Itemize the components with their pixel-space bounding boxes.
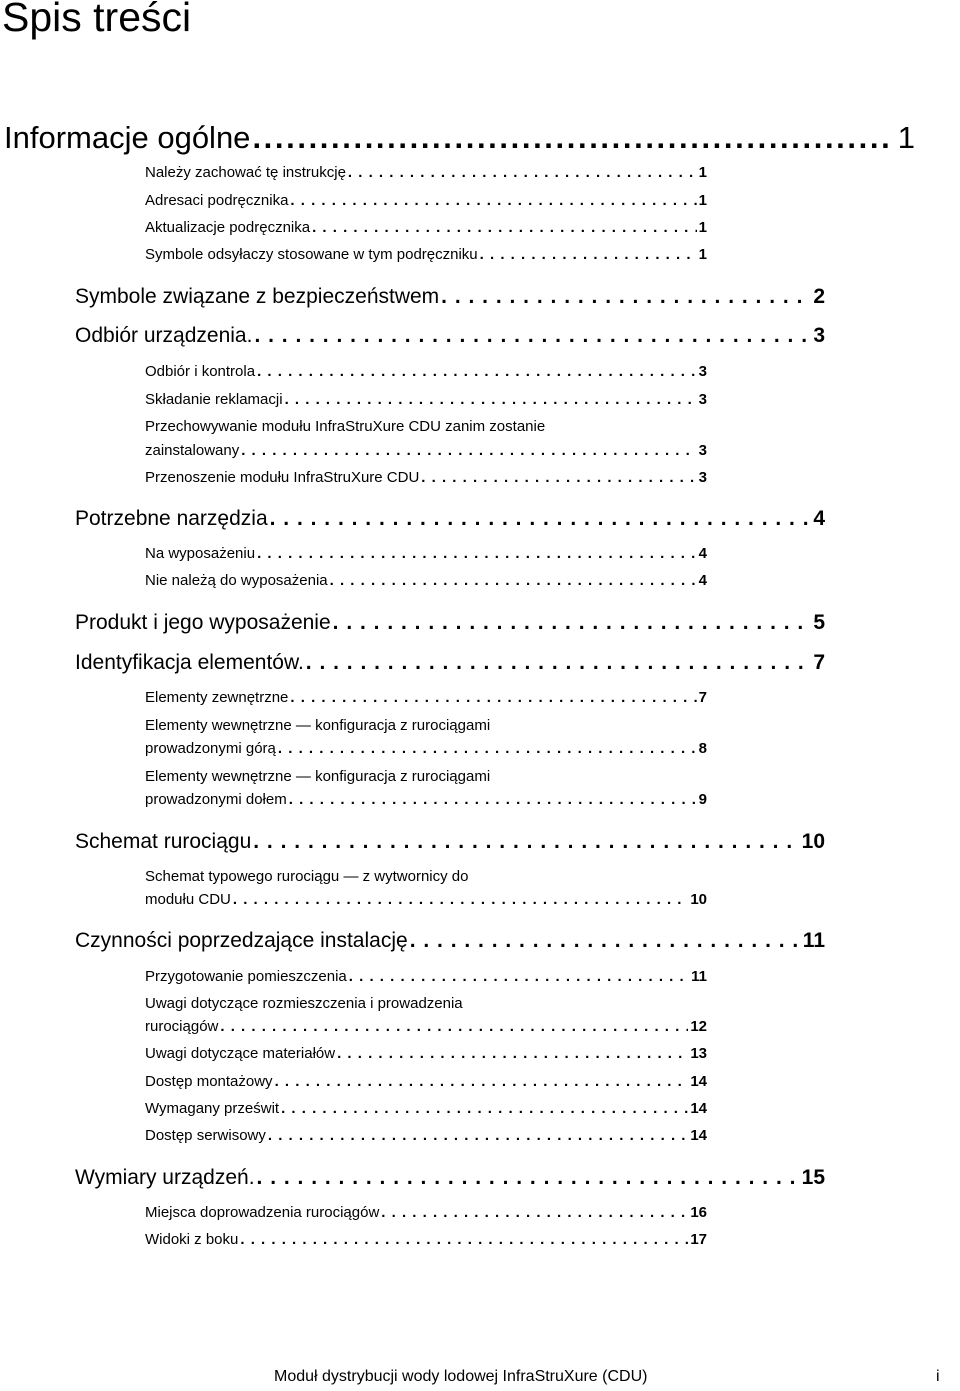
toc-entry-page: 10 <box>801 830 825 853</box>
toc-entry-page: 1 <box>897 120 915 155</box>
toc-entry-elementy-wewnetrzne-dol[interactable] <box>145 791 707 808</box>
toc-entry-symbole-bezpieczenstwo[interactable] <box>75 285 825 309</box>
toc-entry-label: Aktualizacje podręcznika <box>145 219 311 236</box>
toc-entry-label: Identyfikacja elementów. <box>75 651 304 674</box>
toc-entry-odbior-urzadzenia[interactable] <box>75 324 825 348</box>
toc-entry-informacje-ogolne[interactable] <box>4 120 915 156</box>
toc-entry-label: Na wyposażeniu <box>145 545 256 562</box>
dot-leader <box>268 1127 688 1144</box>
toc-entry-label: Widoki z boku <box>145 1231 239 1248</box>
dot-leader <box>275 1073 689 1090</box>
dot-leader <box>281 1100 688 1117</box>
dot-leader <box>289 791 697 808</box>
toc-entry-page: 1 <box>698 192 707 209</box>
dot-leader <box>252 120 887 156</box>
toc-entry-elementy-zewnetrzne[interactable] <box>145 689 707 706</box>
toc-entry-label: Odbiór i kontrola <box>145 363 256 380</box>
toc-entry-label: Wymagany prześwit <box>145 1100 280 1117</box>
toc-entry-page: 10 <box>690 891 707 908</box>
toc-entry-label: Dostęp serwisowy <box>145 1127 266 1144</box>
toc-entry-label: Informacje ogólne <box>4 120 251 155</box>
toc-entry-label: zainstalowany <box>145 442 240 459</box>
footer-page-number: i <box>936 1368 940 1385</box>
toc-entry-label: Nie należą do wyposażenia <box>145 572 328 589</box>
dot-leader <box>257 545 697 562</box>
toc-entry-page: 14 <box>690 1100 707 1117</box>
dot-leader <box>306 651 812 675</box>
toc-entry-page: 3 <box>698 442 707 459</box>
toc-entry-label: Uwagi dotyczące materiałów <box>145 1045 336 1062</box>
toc-entry-przenoszenie[interactable] <box>145 469 707 486</box>
toc-entry-symbole-odsylaczy[interactable] <box>145 246 707 263</box>
toc-entry-label: Symbole odsyłaczy stosowane w tym podręczniku <box>145 246 478 263</box>
toc-entry-label: prowadzonymi górą <box>145 740 276 757</box>
toc-entry-page: 8 <box>698 740 707 757</box>
toc-entry-label: Odbiór urządzenia. <box>75 324 253 347</box>
toc-entry-label-line1: Schemat typowego rurociągu — z wytwornicy do <box>145 868 469 885</box>
toc-entry-nie-naleza[interactable] <box>145 572 707 589</box>
dot-leader <box>410 929 801 953</box>
dot-leader <box>312 219 697 236</box>
toc-entry-label: Symbole związane z bezpieczeństwem <box>75 285 440 308</box>
toc-entry-page: 4 <box>813 507 825 530</box>
dot-leader <box>421 469 696 486</box>
toc-entry-label: Potrzebne narzędzia <box>75 507 268 530</box>
toc-entry-label: Produkt i jego wyposażenie <box>75 611 331 634</box>
dot-leader <box>220 1018 688 1035</box>
toc-entry-label: Wymiary urządzeń. <box>75 1166 255 1189</box>
toc-entry-page: 14 <box>690 1127 707 1144</box>
toc-entry-wymagany-przeswit[interactable] <box>145 1100 707 1117</box>
toc-entry-page: 3 <box>698 469 707 486</box>
toc-entry-page: 2 <box>813 285 825 308</box>
toc-entry-page: 5 <box>813 611 825 634</box>
toc-entry-identyfikacja[interactable] <box>75 651 825 675</box>
dot-leader <box>337 1045 688 1062</box>
toc-entry-page: 16 <box>690 1204 707 1221</box>
dot-leader <box>257 363 697 380</box>
dot-leader <box>285 391 697 408</box>
toc-entry-label-line1: Elementy wewnętrzne — konfiguracja z rurociągami <box>145 717 491 734</box>
toc-entry-page: 7 <box>813 651 825 674</box>
toc-entry-page: 4 <box>698 572 707 589</box>
toc-entry-uwagi-rozmieszczenia[interactable] <box>145 1018 707 1035</box>
dot-leader <box>349 968 689 985</box>
dot-leader <box>240 1231 688 1248</box>
toc-entry-label: Schemat rurociągu <box>75 830 252 853</box>
footer-text: Moduł dystrybucji wody lodowej InfraStruXure (CDU) <box>274 1368 648 1385</box>
toc-entry-page: 11 <box>802 929 825 952</box>
toc-entry-page: 15 <box>801 1166 825 1189</box>
dot-leader <box>333 611 812 635</box>
toc-entry-label: rurociągów <box>145 1018 219 1035</box>
toc-entry-page: 4 <box>698 545 707 562</box>
toc-entry-page: 7 <box>698 689 707 706</box>
toc-entry-schemat-rurociagu[interactable] <box>75 830 825 854</box>
toc-entry-page: 13 <box>690 1045 707 1062</box>
toc-entry-label: Adresaci podręcznika <box>145 192 289 209</box>
toc-entry-page: 9 <box>698 791 707 808</box>
toc-entry-schemat-typowego[interactable] <box>145 891 707 908</box>
toc-entry-page: 3 <box>698 363 707 380</box>
toc-entry-przechowywanie[interactable] <box>145 442 707 459</box>
toc-entry-dostep-montazowy[interactable] <box>145 1073 707 1090</box>
dot-leader <box>254 324 811 348</box>
toc-entry-page: 17 <box>690 1231 707 1248</box>
dot-leader <box>253 830 799 854</box>
toc-entry-dostep-serwisowy[interactable] <box>145 1127 707 1144</box>
toc-entry-wymiary[interactable] <box>75 1166 825 1190</box>
toc-entry-label: modułu CDU <box>145 891 231 908</box>
toc-entry-uwagi-materialow[interactable] <box>145 1045 707 1062</box>
toc-entry-page: 1 <box>698 164 707 181</box>
toc-entry-label: Przenoszenie modułu InfraStruXure CDU <box>145 469 420 486</box>
toc-entry-label: prowadzonymi dołem <box>145 791 287 808</box>
toc-entry-potrzebne-narzedzia[interactable] <box>75 507 825 531</box>
toc-entry-label: Należy zachować tę instrukcję <box>145 164 346 181</box>
toc-entry-label-line1: Elementy wewnętrzne — konfiguracja z rurociągami <box>145 768 491 785</box>
toc-entry-label: Dostęp montażowy <box>145 1073 273 1090</box>
toc-entry-widoki-z-boku[interactable] <box>145 1231 707 1248</box>
toc-entry-page: 3 <box>813 324 825 347</box>
toc-entry-label: Czynności poprzedzające instalację <box>75 929 408 952</box>
toc-entry-na-wyposazeniu[interactable] <box>145 545 707 562</box>
dot-leader <box>480 246 697 263</box>
dot-leader <box>381 1204 688 1221</box>
toc-entry-page: 11 <box>691 968 707 985</box>
toc-entry-elementy-wewnetrzne-gora[interactable] <box>145 740 707 757</box>
dot-leader <box>241 442 696 459</box>
dot-leader <box>330 572 697 589</box>
toc-entry-label: Składanie reklamacji <box>145 391 283 408</box>
dot-leader <box>257 1166 800 1190</box>
toc-entry-label: Elementy zewnętrzne <box>145 689 289 706</box>
dot-leader <box>270 507 812 531</box>
toc-entry-skladanie-reklamacji[interactable] <box>145 391 707 408</box>
toc-entry-page: 1 <box>698 219 707 236</box>
dot-leader <box>290 192 696 209</box>
dot-leader <box>278 740 697 757</box>
toc-entry-page: 14 <box>690 1073 707 1090</box>
toc-entry-page: 12 <box>690 1018 707 1035</box>
toc-entry-label: Przygotowanie pomieszczenia <box>145 968 347 985</box>
toc-entry-page: 1 <box>698 246 707 263</box>
page-title: Spis treści <box>2 0 192 40</box>
toc-entry-aktualizacje[interactable] <box>145 219 707 236</box>
toc-entry-page: 3 <box>698 391 707 408</box>
dot-leader <box>441 285 811 309</box>
toc-entry-adresaci[interactable] <box>145 192 707 209</box>
toc-entry-produkt[interactable] <box>75 611 825 635</box>
toc-entry-odbior-kontrola[interactable] <box>145 363 707 380</box>
dot-leader <box>233 891 688 908</box>
toc-entry-nalezy-zachowac[interactable] <box>145 164 707 181</box>
toc-entry-przygotowanie[interactable] <box>145 968 707 985</box>
toc-entry-label-line1: Uwagi dotyczące rozmieszczenia i prowadzenia <box>145 995 463 1012</box>
dot-leader <box>348 164 697 181</box>
toc-entry-label-line1: Przechowywanie modułu InfraStruXure CDU zanim zostanie <box>145 418 546 435</box>
toc-entry-miejsca-doprowadzenia[interactable] <box>145 1204 707 1221</box>
dot-leader <box>290 689 696 706</box>
toc-entry-label: Miejsca doprowadzenia rurociągów <box>145 1204 380 1221</box>
toc-entry-czynnosci[interactable] <box>75 929 825 953</box>
